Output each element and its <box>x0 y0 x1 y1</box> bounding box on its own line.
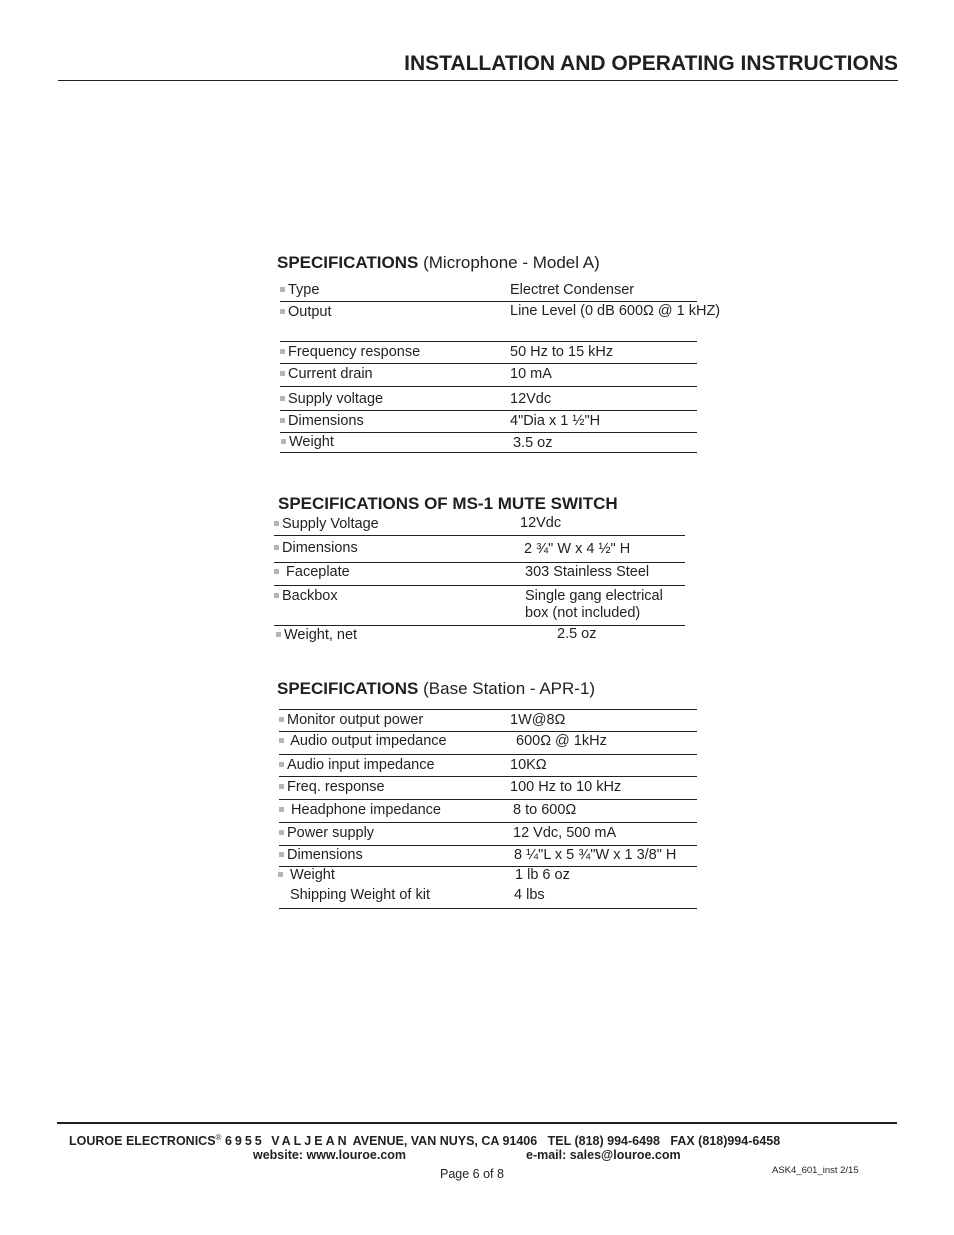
spec-value: Single gang electrical <box>525 588 663 604</box>
spec-value: 10KΩ <box>510 757 547 773</box>
spec-label: Faceplate <box>286 564 350 580</box>
row-divider <box>279 731 697 732</box>
spec-value: 8 ¼"L x 5 ¾"W x 1 3/8" H <box>514 847 677 863</box>
spec-value: 12Vdc <box>510 391 552 407</box>
footer-divider <box>57 1122 897 1124</box>
row-divider <box>279 776 697 777</box>
row-divider <box>274 585 685 586</box>
bullet-icon <box>274 593 279 598</box>
spec-label: Audio output impedance <box>290 733 447 749</box>
bullet-icon <box>279 762 284 767</box>
row-divider <box>274 562 685 563</box>
bullet-icon <box>280 371 285 376</box>
row-divider <box>280 452 697 453</box>
spec-label: Backbox <box>282 588 338 604</box>
bullet-icon <box>279 784 284 789</box>
spec-label: Weight <box>289 434 334 450</box>
page-number: Page 6 of 8 <box>440 1167 504 1181</box>
row-divider <box>274 535 685 536</box>
spec-label: Dimensions <box>282 540 358 556</box>
spec-value: 12Vdc <box>520 515 562 531</box>
spec-label: Shipping Weight of kit <box>290 887 430 903</box>
row-divider <box>279 709 697 710</box>
address-city: AVENUE, VAN NUYS, CA 91406 <box>352 1134 538 1149</box>
fax-number: FAX (818)994-6458 <box>670 1134 781 1149</box>
registered-mark: ® <box>215 1133 222 1142</box>
spec-label: Frequency response <box>288 344 421 360</box>
spec-label: Headphone impedance <box>291 802 441 818</box>
phone-number: TEL (818) 994-6498 <box>547 1134 660 1149</box>
bullet-icon <box>279 807 284 812</box>
page-title: INSTALLATION AND OPERATING INSTRUCTIONS <box>404 52 898 75</box>
row-divider <box>280 363 697 364</box>
bullet-icon <box>280 287 285 292</box>
spec-value: 1W@8Ω <box>510 712 566 728</box>
bullet-icon <box>279 852 284 857</box>
address-street: 6955 VALJEAN <box>224 1134 350 1149</box>
bullet-icon <box>281 439 286 444</box>
row-divider <box>279 908 697 909</box>
row-divider <box>280 432 697 433</box>
spec-label: Dimensions <box>288 413 364 429</box>
row-divider <box>280 301 697 302</box>
spec-value: box (not included) <box>525 605 641 621</box>
spec-value: 600Ω @ 1kHz <box>516 733 607 749</box>
bullet-icon <box>278 872 283 877</box>
spec-label: Power supply <box>287 825 375 841</box>
spec-value: 1 lb 6 oz <box>515 867 570 883</box>
bullet-icon <box>274 569 279 574</box>
row-divider <box>279 822 697 823</box>
row-divider <box>280 386 697 387</box>
spec-value: 50 Hz to 15 kHz <box>510 344 614 360</box>
spec-label: Freq. response <box>287 779 385 795</box>
mic-spec-title <box>277 253 600 273</box>
spec-value: 100 Hz to 10 kHz <box>510 779 622 795</box>
bullet-icon <box>280 418 285 423</box>
bullet-icon <box>279 738 284 743</box>
spec-value: 8 to 600Ω <box>513 802 577 818</box>
row-divider <box>274 625 685 626</box>
row-divider <box>279 866 697 867</box>
row-divider <box>280 341 697 342</box>
mic-spec-title-rest: (Microphone - Model A) <box>423 253 600 272</box>
row-divider <box>279 845 697 846</box>
spec-label: Weight <box>290 867 335 883</box>
bullet-icon <box>280 309 285 314</box>
spec-value: Line Level (0 dB 600Ω @ 1 kHZ) <box>510 303 721 319</box>
row-divider <box>279 754 697 755</box>
spec-label: Type <box>288 282 320 298</box>
spec-label: Output <box>288 304 332 320</box>
spec-value: 2 ¾" W x 4 ½" H <box>524 541 631 557</box>
spec-label: Current drain <box>288 366 373 382</box>
bullet-icon <box>276 632 281 637</box>
ms1-spec-title: SPECIFICATIONS OF MS-1 MUTE SWITCH <box>278 494 618 513</box>
spec-value: 4"Dia x 1 ½"H <box>510 413 601 429</box>
spec-label: Supply Voltage <box>282 516 379 532</box>
spec-value: 10 mA <box>510 366 552 382</box>
spec-label: Monitor output power <box>287 712 424 728</box>
bullet-icon <box>274 521 279 526</box>
row-divider <box>280 410 697 411</box>
bullet-icon <box>280 396 285 401</box>
spec-value: 3.5 oz <box>513 435 553 451</box>
spec-value: Electret Condenser <box>510 282 635 298</box>
document-code: ASK4_601_inst 2/15 <box>772 1165 859 1176</box>
bullet-icon <box>280 349 285 354</box>
apr-spec-title <box>277 679 595 699</box>
spec-label: Dimensions <box>287 847 363 863</box>
bullet-icon <box>279 830 284 835</box>
footer-website[interactable]: website: www.louroe.com <box>253 1148 407 1162</box>
spec-label: Audio input impedance <box>287 757 435 773</box>
spec-value: 2.5 oz <box>557 626 597 642</box>
spec-label: Weight, net <box>284 627 358 643</box>
spec-label: Supply voltage <box>288 391 384 407</box>
spec-value: 12 Vdc, 500 mA <box>513 825 617 841</box>
spec-value: 303 Stainless Steel <box>525 564 650 580</box>
company-name: LOUROE ELECTRONICS <box>69 1134 216 1149</box>
footer-email[interactable]: e-mail: sales@louroe.com <box>526 1148 681 1162</box>
header-divider <box>58 80 898 81</box>
spec-value: 4 lbs <box>514 887 545 903</box>
apr-spec-title-bold: SPECIFICATIONS <box>277 679 419 698</box>
bullet-icon <box>279 717 284 722</box>
mic-spec-title-bold: SPECIFICATIONS <box>277 253 419 272</box>
apr-spec-title-rest: (Base Station - APR-1) <box>423 679 596 698</box>
bullet-icon <box>274 545 279 550</box>
row-divider <box>279 799 697 800</box>
footer-company-line <box>69 1133 780 1148</box>
